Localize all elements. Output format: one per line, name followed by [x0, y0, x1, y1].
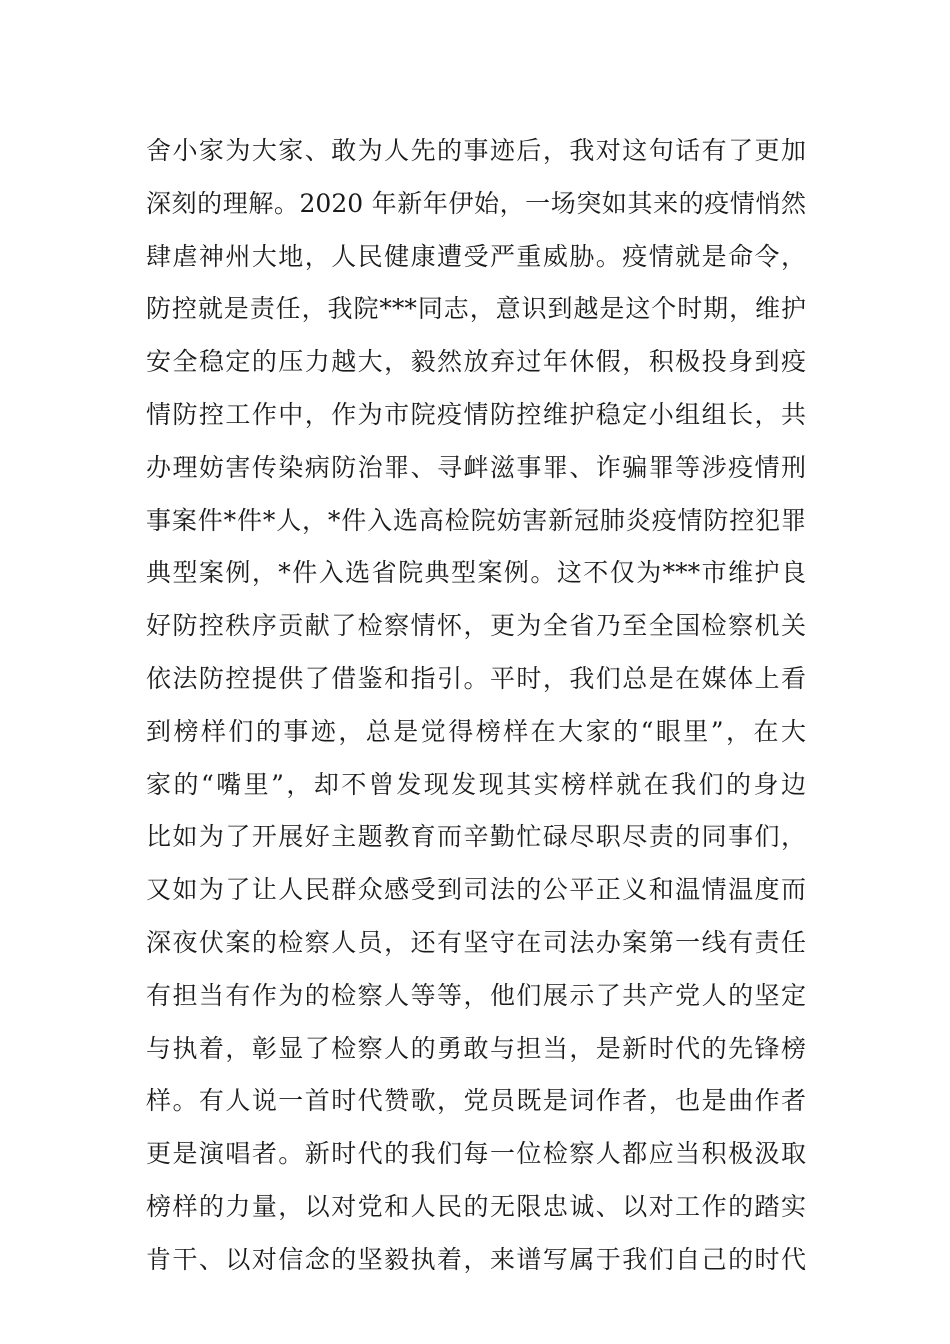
text-line: 防控就是责任，我院***同志，意识到越是这个时期，维护	[146, 294, 806, 324]
text-line: 情防控工作中，作为市院疫情防控维护稳定小组组长，共	[146, 399, 806, 429]
text-line: 办理妨害传染病防治罪、寻衅滋事罪、诈骗罪等涉疫情刑	[146, 452, 806, 482]
text-line: 深夜伏案的检察人员，还有坚守在司法办案第一线有责任	[146, 927, 806, 957]
text-line: 舍小家为大家、敢为人先的事迹后，我对这句话有了更加	[146, 136, 806, 165]
text-line: 又如为了让人民群众感受到司法的公平正义和温情温度而	[146, 875, 806, 905]
text-line: 好防控秩序贡献了检察情怀，更为全省乃至全国检察机关	[146, 611, 806, 641]
text-line: 肯干、以对信念的坚毅执着，来谱写属于我们自己的时代	[146, 1244, 806, 1274]
text-line: 安全稳定的压力越大，毅然放弃过年休假，积极投身到疫	[146, 347, 806, 377]
text-line: 家的“嘴里”，却不曾发现发现其实榜样就在我们的身边	[146, 769, 806, 799]
text-line: 比如为了开展好主题教育而辛勤忙碌尽职尽责的同事们，	[146, 822, 806, 852]
text-line: 样。有人说一首时代赞歌，党员既是词作者，也是曲作者	[146, 1086, 806, 1116]
text-line: 更是演唱者。新时代的我们每一位检察人都应当积极汲取	[146, 1139, 806, 1169]
text-line: 依法防控提供了借鉴和指引。平时，我们总是在媒体上看	[146, 663, 806, 693]
text-line: 与执着，彰显了检察人的勇敢与担当，是新时代的先锋榜	[146, 1033, 806, 1063]
text-line: 典型案例，*件入选省院典型案例。这不仅为***市维护良	[146, 558, 806, 588]
body-text	[146, 125, 806, 1287]
text-line: 深刻的理解。2020 年新年伊始，一场突如其来的疫情悄然	[146, 188, 806, 218]
text-line: 榜样的力量，以对党和人民的无限忠诚、以对工作的踏实	[146, 1191, 806, 1221]
text-line: 到榜样们的事迹，总是觉得榜样在大家的“眼里”，在大	[146, 716, 806, 746]
text-line: 事案件*件*人，*件入选高检院妨害新冠肺炎疫情防控犯罪	[146, 505, 806, 535]
text-line: 肆虐神州大地，人民健康遭受严重威胁。疫情就是命令，	[146, 241, 806, 271]
text-line: 有担当有作为的检察人等等，他们展示了共产党人的坚定	[146, 980, 806, 1010]
